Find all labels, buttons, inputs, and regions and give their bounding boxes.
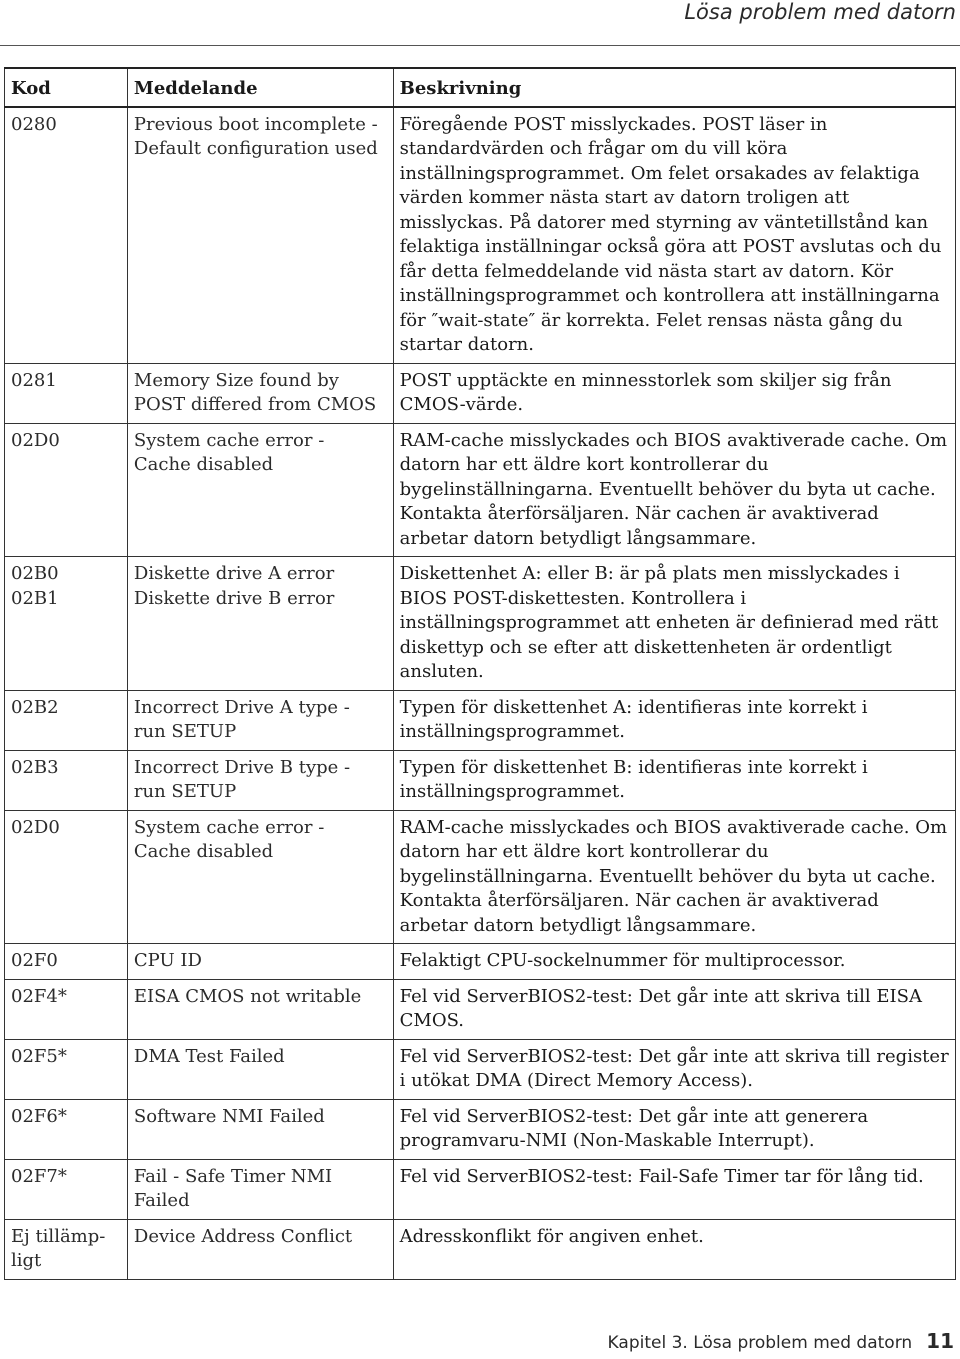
code-cell: 02F7*	[5, 1159, 128, 1219]
description-cell: Diskettenhet A: eller B: är på plats men misslyckades i BIOS POST-diskettesten. Kontrollera i inställningsprogrammet att enheten är definierad med rätt diskettyp och se efter att diskettenheten är ordentligt ansluten.	[393, 557, 955, 691]
table-row	[5, 1219, 956, 1279]
description-cell: Felaktigt CPU-sockelnummer för multiprocessor.	[393, 944, 955, 980]
table-row	[5, 944, 956, 980]
description-cell: RAM-cache misslyckades och BIOS avaktiverade cache. Om datorn har ett äldre kort kontrollerar du bygelinställningarna. Eventuellt behöver du byta ut cache. Kontakta återförsäljaren. När cachen är avaktiverad arbetar datorn betydligt långsammare.	[393, 423, 955, 557]
page-number: 11	[926, 1329, 954, 1353]
table-row	[5, 1159, 956, 1219]
code-cell: 02D0	[5, 423, 128, 557]
message-cell: Diskette drive A error Diskette drive B error	[127, 557, 393, 691]
description-cell: Fel vid ServerBIOS2-test: Det går inte att generera programvaru-NMI (Non-Maskable Interrupt).	[393, 1099, 955, 1159]
description-cell: Föregående POST misslyckades. POST läser in standardvärden och frågar om du vill köra inställningsprogrammet. Om felet orsakades av felaktiga värden kommer nästa start av datorn troligen att misslyckas. På datorer med styrning av väntetillstånd kan felaktiga inställningar också göra att POST avslutas och du får detta felmeddelande vid nästa start av datorn. Kör inställningsprogrammet och kontrollera att inställningarna för ″wait-state″ är korrekta. Felet rensas nästa gång du startar datorn.	[393, 107, 955, 364]
code-cell: 02F5*	[5, 1039, 128, 1099]
code-cell: 02B2	[5, 690, 128, 750]
message-cell: Device Address Conflict	[127, 1219, 393, 1279]
running-header: Lösa problem med datorn	[684, 0, 956, 24]
code-cell: 02F6*	[5, 1099, 128, 1159]
code-cell: 02B0 02B1	[5, 557, 128, 691]
message-cell: CPU ID	[127, 944, 393, 980]
table-row	[5, 107, 956, 364]
table-row	[5, 423, 956, 557]
table-row	[5, 979, 956, 1039]
table-row	[5, 750, 956, 810]
code-cell: Ej tillämp- ligt	[5, 1219, 128, 1279]
table-row	[5, 557, 956, 691]
message-cell: System cache error - Cache disabled	[127, 423, 393, 557]
code-cell: 0281	[5, 363, 128, 423]
description-cell: Fel vid ServerBIOS2-test: Fail-Safe Timer tar för lång tid.	[393, 1159, 955, 1219]
header-rule	[0, 45, 960, 46]
description-cell: Adresskonflikt för angiven enhet.	[393, 1219, 955, 1279]
table-row	[5, 1099, 956, 1159]
table-row	[5, 810, 956, 944]
code-cell: 02F0	[5, 944, 128, 980]
message-cell: Incorrect Drive A type - run SETUP	[127, 690, 393, 750]
message-cell: EISA CMOS not writable	[127, 979, 393, 1039]
description-cell: RAM-cache misslyckades och BIOS avaktiverade cache. Om datorn har ett äldre kort kontrollerar du bygelinställningarna. Eventuellt behöver du byta ut cache. Kontakta återförsäljaren. När cachen är avaktiverad arbetar datorn betydligt långsammare.	[393, 810, 955, 944]
description-cell: POST upptäckte en minnesstorlek som skiljer sig från CMOS-värde.	[393, 363, 955, 423]
table-row	[5, 363, 956, 423]
description-cell: Typen för diskettenhet A: identifieras inte korrekt i inställningsprogrammet.	[393, 690, 955, 750]
message-cell: Incorrect Drive B type - run SETUP	[127, 750, 393, 810]
footer-chapter: Kapitel 3. Lösa problem med datorn	[607, 1333, 913, 1353]
table-row	[5, 1039, 956, 1099]
code-cell: 02F4*	[5, 979, 128, 1039]
description-cell: Fel vid ServerBIOS2-test: Det går inte att skriva till EISA CMOS.	[393, 979, 955, 1039]
column-header-message: Meddelande	[127, 68, 393, 107]
code-cell: 02D0	[5, 810, 128, 944]
code-cell: 02B3	[5, 750, 128, 810]
error-code-table	[4, 67, 956, 1280]
description-cell: Fel vid ServerBIOS2-test: Det går inte att skriva till register i utökat DMA (Direct Memory Access).	[393, 1039, 955, 1099]
table-header-row	[5, 68, 956, 107]
column-header-description: Beskrivning	[393, 68, 955, 107]
column-header-code: Kod	[5, 68, 128, 107]
message-cell: Software NMI Failed	[127, 1099, 393, 1159]
page-footer	[608, 1329, 954, 1353]
table-row	[5, 690, 956, 750]
message-cell: Fail - Safe Timer NMI Failed	[127, 1159, 393, 1219]
description-cell: Typen för diskettenhet B: identifieras inte korrekt i inställningsprogrammet.	[393, 750, 955, 810]
code-cell: 0280	[5, 107, 128, 364]
message-cell: Memory Size found by POST differed from CMOS	[127, 363, 393, 423]
message-cell: Previous boot incomplete - Default configuration used	[127, 107, 393, 364]
message-cell: System cache error - Cache disabled	[127, 810, 393, 944]
message-cell: DMA Test Failed	[127, 1039, 393, 1099]
